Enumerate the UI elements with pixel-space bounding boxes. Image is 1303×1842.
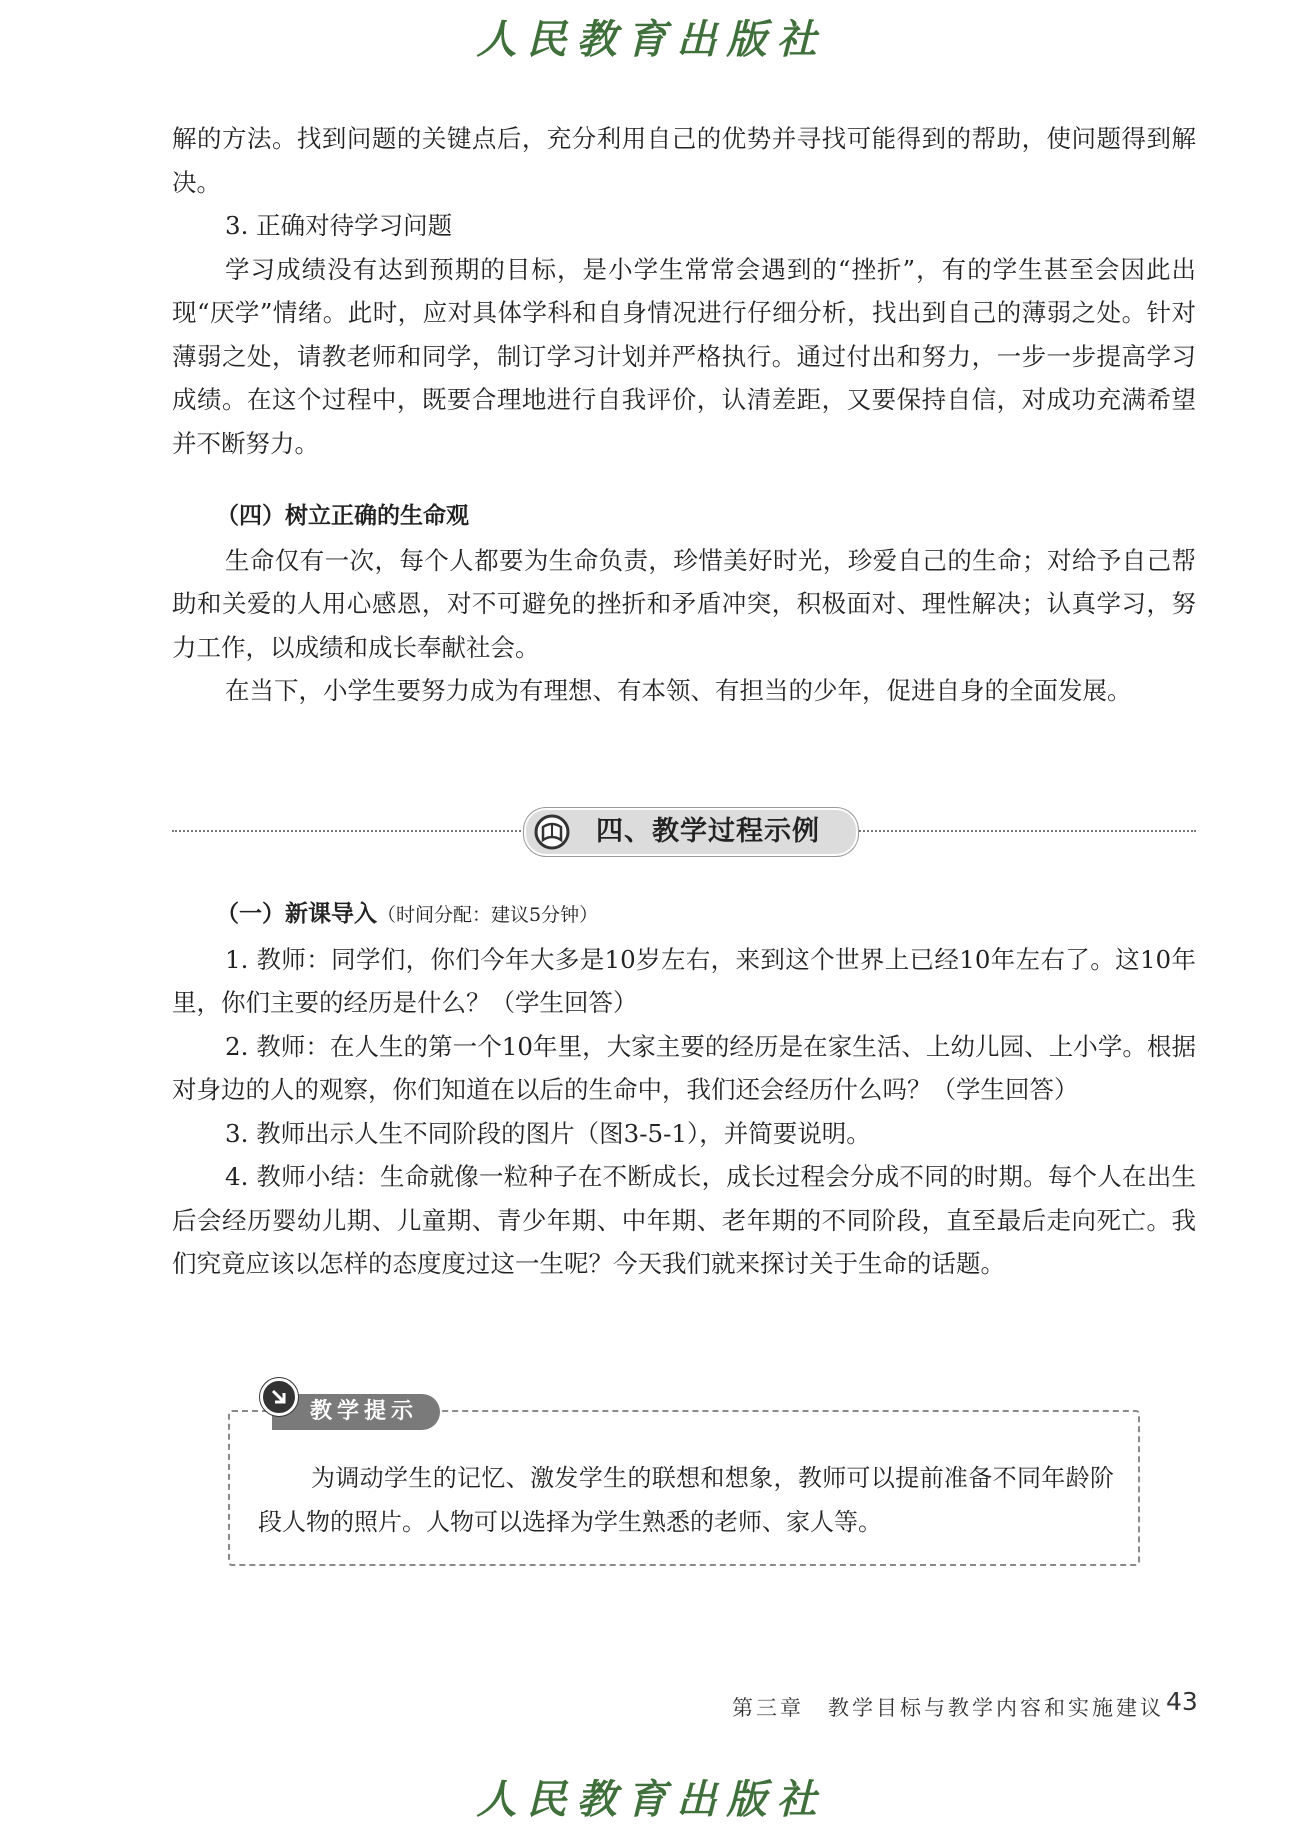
publisher-logo-bottom: 人民教育出版社: [476, 1776, 827, 1823]
paragraph-development: 在当下，小学生要努力成为有理想、有本领、有担当的少年，促进自身的全面发展。: [225, 676, 1132, 705]
arrow-icon: [260, 1378, 298, 1416]
publisher-logo-top: 人民教育出版社: [476, 16, 827, 63]
teaching-tip-text: 为调动学生的记忆、激发学生的联想和想象，教师可以提前准备不同年龄阶段人物的照片。人物可以选择为学生熟悉的老师、家人等。: [258, 1464, 1114, 1536]
paragraph-learning-problems: 学习成绩没有达到预期的目标，是小学生常常会遇到的“挫折”，有的学生甚至会因此出现“厌学”情绪。此时，应对具体学科和自身情况进行仔细分析，找出到自己的薄弱之处。针对薄弱之处，请教老师和同学，制订学习计划并严格执行。通过付出和努力，一步一步提高学习成绩。在这个过程中，既要合理地进行自我评价，认清差距，又要保持自信，对成功充满希望并不断努力。: [172, 254, 1196, 458]
numbered-heading: 3. 正确对待学习问题: [225, 211, 453, 240]
section-title: 四、教学过程示例: [596, 816, 820, 847]
upper-text-block: [172, 117, 1196, 713]
paragraph-life-view: 生命仅有一次，每个人都要为生命负责，珍惜美好时光，珍爱自己的生命；对给予自己帮助和关爱的人用心感恩，对不可避免的挫折和矛盾冲突，积极面对、理性解决；认真学习，努力工作，以成绩和成长奉献社会。: [172, 545, 1196, 662]
chapter-title: 第三章 教学目标与教学内容和实施建议: [732, 1696, 1164, 1720]
section-divider: [172, 808, 1196, 854]
teaching-tip-label: 教学提示: [272, 1394, 440, 1430]
paragraph-continuation: 解的方法。找到问题的关键点后，充分利用自己的优势并寻找可能得到的帮助，使问题得到解决。: [172, 124, 1196, 197]
page-number: 43: [1166, 1687, 1198, 1716]
teaching-tip-box: [228, 1399, 1140, 1566]
section-title-pill: [524, 808, 858, 856]
step-2: 2. 教师：在人生的第一个10年里，大家主要的经历是在家生活、上幼儿园、上小学。根据对身边的人的观察，你们知道在以后的生命中，我们还会经历什么吗？（学生回答）: [172, 1031, 1196, 1104]
step-1: 1. 教师：同学们，你们今年大多是10岁左右，来到这个世界上已经10年左右了。这10年里，你们主要的经历是什么？（学生回答）: [172, 944, 1196, 1017]
subheading-life-view: （四）树立正确的生命观: [216, 503, 469, 529]
arrow-down-right-icon: [263, 1381, 295, 1413]
time-allocation-note: （时间分配：建议5分钟）: [377, 904, 599, 926]
subheading-new-lesson: [172, 893, 1196, 938]
lower-text-block: [172, 893, 1196, 1286]
subheading-new-lesson-title: （一）新课导入: [216, 901, 377, 927]
step-4: 4. 教师小结：生命就像一粒种子在不断成长，成长过程会分成不同的时期。每个人在出生后会经历婴幼儿期、儿童期、青少年期、中年期、老年期的不同阶段，直至最后走向死亡。我们究竟应该以怎样的态度度过这一生呢？今天我们就来探讨关于生命的话题。: [172, 1162, 1196, 1278]
step-3: 3. 教师出示人生不同阶段的图片（图3-5-1），并简要说明。: [225, 1118, 871, 1148]
book-icon: [534, 814, 570, 850]
